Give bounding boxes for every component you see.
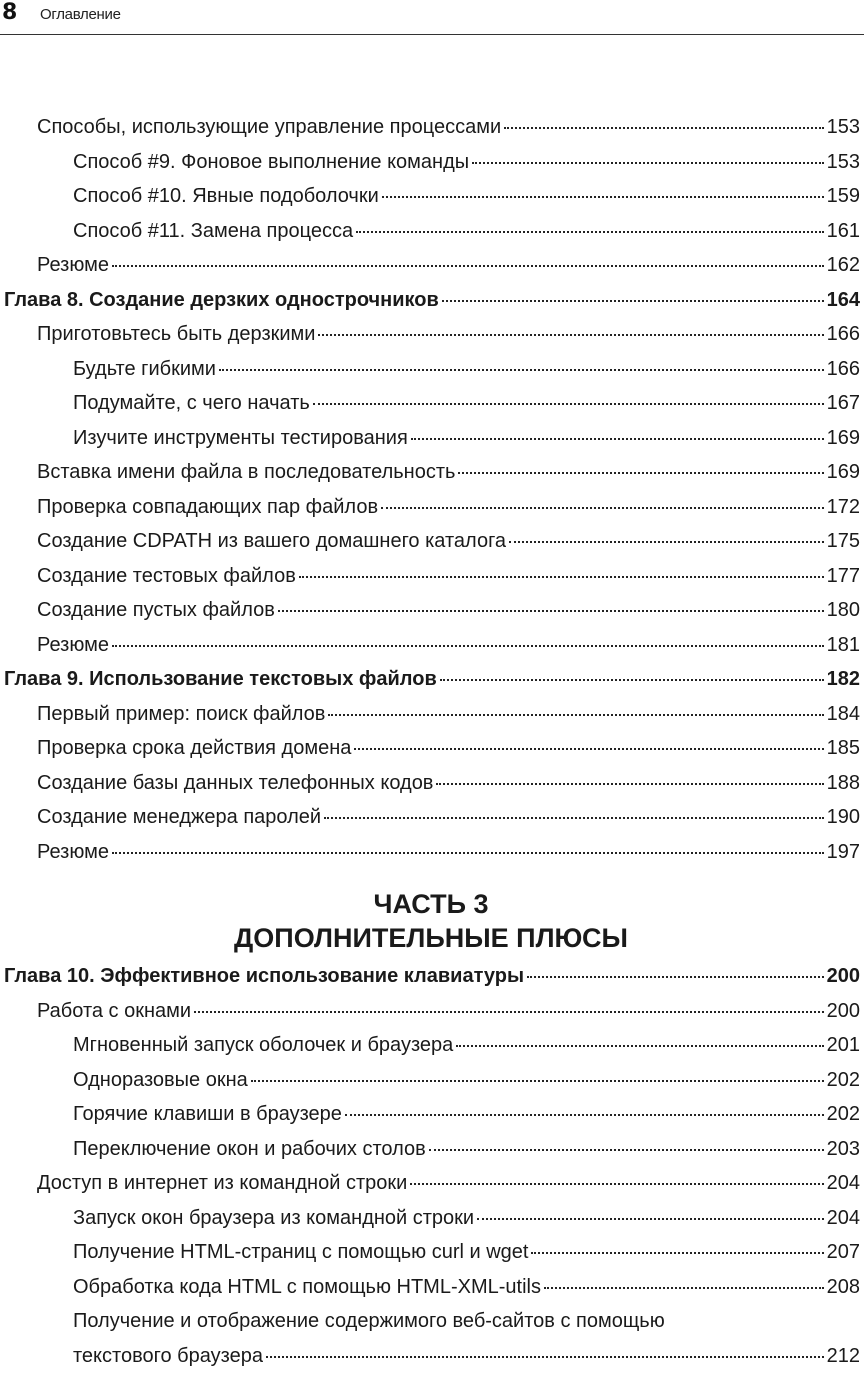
toc-entry-page: 180 xyxy=(827,593,860,628)
dot-leader xyxy=(112,851,824,854)
toc-entry-title: Создание пустых файлов xyxy=(37,593,275,628)
toc-entry-page: 161 xyxy=(827,214,860,249)
toc-entry[interactable] xyxy=(0,1201,860,1236)
dot-leader xyxy=(354,747,823,750)
dot-leader xyxy=(313,402,824,405)
toc-entry-title: Проверка срока действия домена xyxy=(37,731,351,766)
toc-entry-title: Одноразовые окна xyxy=(73,1063,248,1098)
toc-chapter-entry[interactable] xyxy=(0,283,860,318)
dot-leader xyxy=(527,975,824,978)
toc-entry[interactable] xyxy=(0,386,860,421)
dot-leader xyxy=(472,161,824,164)
toc-chapter-entry[interactable] xyxy=(0,662,860,697)
dot-leader xyxy=(318,333,823,336)
toc-entry[interactable] xyxy=(0,248,860,283)
toc-entry[interactable] xyxy=(0,628,860,663)
toc-entry[interactable] xyxy=(0,317,860,352)
dot-leader xyxy=(410,1182,823,1185)
toc-entry-page: 164 xyxy=(827,283,860,318)
toc-entry-title: Создание CDPATH из вашего домашнего каталога xyxy=(37,524,506,559)
toc-entry[interactable] xyxy=(0,1166,860,1201)
toc-entry-page: 188 xyxy=(827,766,860,801)
toc-entry-page: 200 xyxy=(827,994,860,1029)
toc-entry-page: 204 xyxy=(827,1201,860,1236)
toc-entry-page: 202 xyxy=(827,1097,860,1132)
toc-entry-page: 200 xyxy=(827,959,860,994)
dot-leader xyxy=(278,609,824,612)
toc-entry[interactable] xyxy=(0,835,860,870)
toc-entry[interactable] xyxy=(0,559,860,594)
dot-leader xyxy=(504,126,824,129)
toc-entry-title: Создание тестовых файлов xyxy=(37,559,296,594)
toc-entry-page: 208 xyxy=(827,1270,860,1305)
toc-entry[interactable] xyxy=(0,145,860,180)
toc-entry-page: 169 xyxy=(827,455,860,490)
dot-leader xyxy=(477,1217,824,1220)
toc-entry-wrapped-line2[interactable] xyxy=(0,1339,860,1373)
toc-entry-title: Мгновенный запуск оболочек и браузера xyxy=(73,1028,453,1063)
dot-leader xyxy=(112,264,824,267)
table-of-contents xyxy=(0,110,860,1373)
toc-entry-title: Горячие клавиши в браузере xyxy=(73,1097,342,1132)
dot-leader xyxy=(382,195,824,198)
dot-leader xyxy=(544,1286,824,1289)
dot-leader xyxy=(411,437,824,440)
toc-entry-wrapped-line1[interactable] xyxy=(0,1304,860,1339)
toc-entry-title: Резюме xyxy=(37,835,109,870)
toc-entry-title: Глава 9. Использование текстовых файлов xyxy=(4,662,437,697)
dot-leader xyxy=(458,471,823,474)
toc-entry-title: Резюме xyxy=(37,628,109,663)
toc-entry-title: Способ #11. Замена процесса xyxy=(73,214,353,249)
dot-leader xyxy=(531,1251,823,1254)
toc-entry-page: 182 xyxy=(827,662,860,697)
dot-leader xyxy=(456,1044,823,1047)
toc-entry-page: 177 xyxy=(827,559,860,594)
toc-entry[interactable] xyxy=(0,1028,860,1063)
toc-entry-title: Глава 8. Создание дерзких однострочников xyxy=(4,283,439,318)
toc-entry-title: текстового браузера xyxy=(73,1339,263,1373)
dot-leader xyxy=(328,713,823,716)
toc-entry[interactable] xyxy=(0,766,860,801)
toc-entry[interactable] xyxy=(0,179,860,214)
toc-entry[interactable] xyxy=(0,994,860,1029)
running-header xyxy=(0,0,864,35)
toc-entry-page: 203 xyxy=(827,1132,860,1167)
toc-entry-page: 201 xyxy=(827,1028,860,1063)
toc-entry-page: 166 xyxy=(827,317,860,352)
toc-entry-title: Вставка имени файла в последовательность xyxy=(37,455,455,490)
dot-leader xyxy=(219,368,824,371)
toc-entry-title: Создание менеджера паролей xyxy=(37,800,321,835)
toc-entry-page: 184 xyxy=(827,697,860,732)
toc-entry-page: 166 xyxy=(827,352,860,387)
toc-entry[interactable] xyxy=(0,490,860,525)
toc-entry-title: Будьте гибкими xyxy=(73,352,216,387)
toc-entry[interactable] xyxy=(0,800,860,835)
toc-entry[interactable] xyxy=(0,1132,860,1167)
toc-block-chapters-7-9 xyxy=(0,110,860,869)
toc-entry-title: Изучите инструменты тестирования xyxy=(73,421,408,456)
dot-leader xyxy=(345,1113,824,1116)
toc-entry-title: Подумайте, с чего начать xyxy=(73,386,310,421)
dot-leader xyxy=(251,1079,824,1082)
toc-chapter-entry[interactable] xyxy=(0,959,860,994)
toc-entry-title: Работа с окнами xyxy=(37,994,191,1029)
dot-leader xyxy=(429,1148,824,1151)
toc-entry[interactable] xyxy=(0,110,860,145)
dot-leader xyxy=(436,782,823,785)
dot-leader xyxy=(266,1355,824,1358)
toc-entry-title: Способы, использующие управление процессами xyxy=(37,110,501,145)
toc-entry-page: 153 xyxy=(827,110,860,145)
toc-entry-page: 172 xyxy=(827,490,860,525)
toc-entry[interactable] xyxy=(0,214,860,249)
toc-entry-title: Запуск окон браузера из командной строки xyxy=(73,1201,474,1236)
toc-entry-page: 212 xyxy=(827,1339,860,1373)
toc-entry-title: Приготовьтесь быть дерзкими xyxy=(37,317,315,352)
dot-leader xyxy=(356,230,824,233)
toc-entry-page: 153 xyxy=(827,145,860,180)
toc-entry[interactable] xyxy=(0,524,860,559)
dot-leader xyxy=(112,644,824,647)
toc-block-chapter-10 xyxy=(0,959,860,1304)
dot-leader xyxy=(440,678,824,681)
toc-entry-title: Получение HTML-страниц с помощью curl и wget xyxy=(73,1235,528,1270)
dot-leader xyxy=(442,299,824,302)
toc-entry-page: 202 xyxy=(827,1063,860,1098)
toc-entry-page: 190 xyxy=(827,800,860,835)
dot-leader xyxy=(194,1010,824,1013)
toc-entry[interactable] xyxy=(0,697,860,732)
dot-leader xyxy=(299,575,824,578)
toc-entry-title: Переключение окон и рабочих столов xyxy=(73,1132,426,1167)
toc-entry[interactable] xyxy=(0,1270,860,1305)
toc-entry-page: 169 xyxy=(827,421,860,456)
toc-entry[interactable] xyxy=(0,421,860,456)
toc-entry[interactable] xyxy=(0,593,860,628)
part-number: ЧАСТЬ 3 xyxy=(2,887,860,921)
toc-entry-title: Доступ в интернет из командной строки xyxy=(37,1166,407,1201)
part-title: ДОПОЛНИТЕЛЬНЫЕ ПЛЮСЫ xyxy=(2,921,860,955)
toc-entry-title: Способ #9. Фоновое выполнение команды xyxy=(73,145,469,180)
dot-leader xyxy=(324,816,824,819)
toc-entry-page: 167 xyxy=(827,386,860,421)
toc-entry-page: 175 xyxy=(827,524,860,559)
running-title: Оглавление xyxy=(40,6,121,23)
toc-entry-title: Создание базы данных телефонных кодов xyxy=(37,766,433,801)
toc-entry[interactable] xyxy=(0,731,860,766)
toc-entry-title: Обработка кода HTML с помощью HTML-XML-utils xyxy=(73,1270,541,1305)
toc-entry-page: 159 xyxy=(827,179,860,214)
dot-leader xyxy=(509,540,824,543)
toc-entry-page: 197 xyxy=(827,835,860,870)
toc-entry[interactable] xyxy=(0,352,860,387)
toc-entry-page: 204 xyxy=(827,1166,860,1201)
page-number: 8 xyxy=(2,0,17,25)
toc-entry-title: Резюме xyxy=(37,248,109,283)
toc-entry-title: Получение и отображение содержимого веб-сайтов с помощью xyxy=(73,1304,665,1339)
toc-entry[interactable] xyxy=(0,455,860,490)
toc-entry-page: 207 xyxy=(827,1235,860,1270)
toc-entry-page: 185 xyxy=(827,731,860,766)
toc-entry-title: Проверка совпадающих пар файлов xyxy=(37,490,378,525)
toc-entry-title: Глава 10. Эффективное использование клавиатуры xyxy=(4,959,524,994)
toc-entry[interactable] xyxy=(0,1097,860,1132)
toc-entry-title: Первый пример: поиск файлов xyxy=(37,697,325,732)
dot-leader xyxy=(381,506,824,509)
toc-entry[interactable] xyxy=(0,1063,860,1098)
toc-entry-title: Способ #10. Явные подоболочки xyxy=(73,179,379,214)
toc-entry[interactable] xyxy=(0,1235,860,1270)
toc-entry-page: 181 xyxy=(827,628,860,663)
toc-entry-page: 162 xyxy=(827,248,860,283)
part-heading xyxy=(0,887,860,955)
